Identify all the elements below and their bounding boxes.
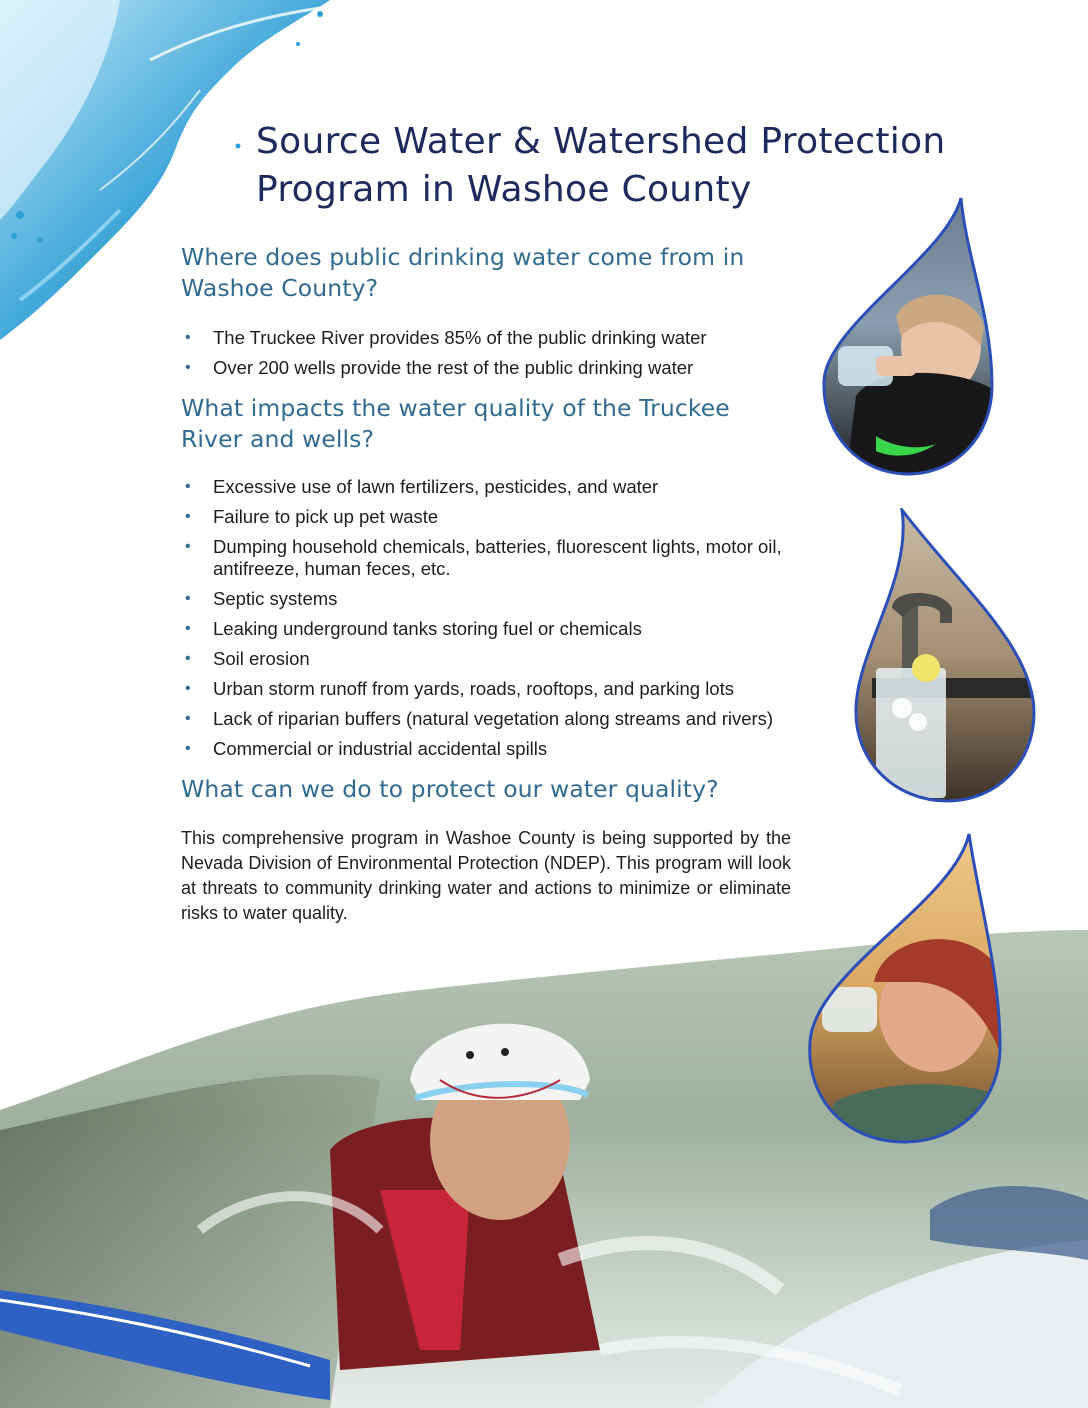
source-list: [181, 327, 791, 379]
bullet-icon: •: [185, 508, 191, 525]
title-line-2: Program in Washoe County: [256, 169, 752, 210]
boy-drinking-water-drop-image: [816, 196, 996, 478]
bullet-icon: •: [185, 478, 191, 495]
list-item: [181, 588, 791, 610]
list-item-text: Dumping household chemicals, batteries, fluorescent lights, motor oil, antifreeze, human feces, etc.: [213, 536, 782, 579]
bullet-icon: •: [185, 680, 191, 697]
section-heading-impacts: [181, 393, 791, 455]
list-item-text: Failure to pick up pet waste: [213, 506, 439, 527]
bullet-icon: •: [185, 620, 191, 637]
main-content: [181, 240, 791, 926]
list-item: [181, 327, 791, 349]
heading-line: What impacts the water quality of the Truckee: [181, 394, 730, 422]
section-heading-protect: [181, 774, 791, 805]
list-item: [181, 618, 791, 640]
bullet-icon: •: [185, 710, 191, 727]
list-item-text: Over 200 wells provide the rest of the public drinking water: [213, 357, 694, 378]
list-item-text: Excessive use of lawn fertilizers, pesticides, and water: [213, 476, 659, 497]
program-description: This comprehensive program in Washoe County is being supported by the Nevada Division of Environmental Protection (NDEP). This program will look at threats to community drinking water and actions to minimize or eliminate risks to water quality.: [181, 828, 791, 923]
heading-line: What can we do to protect our water quality?: [181, 775, 719, 803]
section-heading-source: [181, 242, 791, 304]
faucet-glass-water-drop-image: [852, 508, 1038, 804]
title-line-1: Source Water & Watershed Protection: [256, 121, 946, 162]
list-item: [181, 708, 791, 730]
impacts-list: [181, 476, 791, 760]
bullet-icon: •: [185, 590, 191, 607]
list-item-text: Lack of riparian buffers (natural vegetation along streams and rivers): [213, 708, 774, 729]
heading-line: Where does public drinking water come from in: [181, 243, 745, 271]
list-item-text: The Truckee River provides 85% of the public drinking water: [213, 327, 707, 348]
list-item: [181, 648, 791, 670]
list-item-text: Commercial or industrial accidental spills: [213, 738, 548, 759]
list-item: [181, 738, 791, 760]
list-item-text: Urban storm runoff from yards, roads, rooftops, and parking lots: [213, 678, 734, 699]
list-item: [181, 357, 791, 379]
bullet-icon: •: [185, 359, 191, 376]
bullet-icon: •: [185, 538, 191, 555]
woman-drinking-water-drop-image: [804, 832, 1004, 1146]
bullet-icon: •: [185, 329, 191, 346]
heading-line: Washoe County?: [181, 274, 379, 302]
list-item-text: Septic systems: [213, 588, 338, 609]
bullet-icon: •: [185, 650, 191, 667]
list-item: [181, 678, 791, 700]
list-item: [181, 476, 791, 498]
list-item: [181, 536, 791, 580]
list-item-text: Leaking underground tanks storing fuel or chemicals: [213, 618, 642, 639]
bullet-icon: •: [185, 740, 191, 757]
list-item-text: Soil erosion: [213, 648, 310, 669]
heading-line: River and wells?: [181, 425, 375, 453]
list-item: [181, 506, 791, 528]
